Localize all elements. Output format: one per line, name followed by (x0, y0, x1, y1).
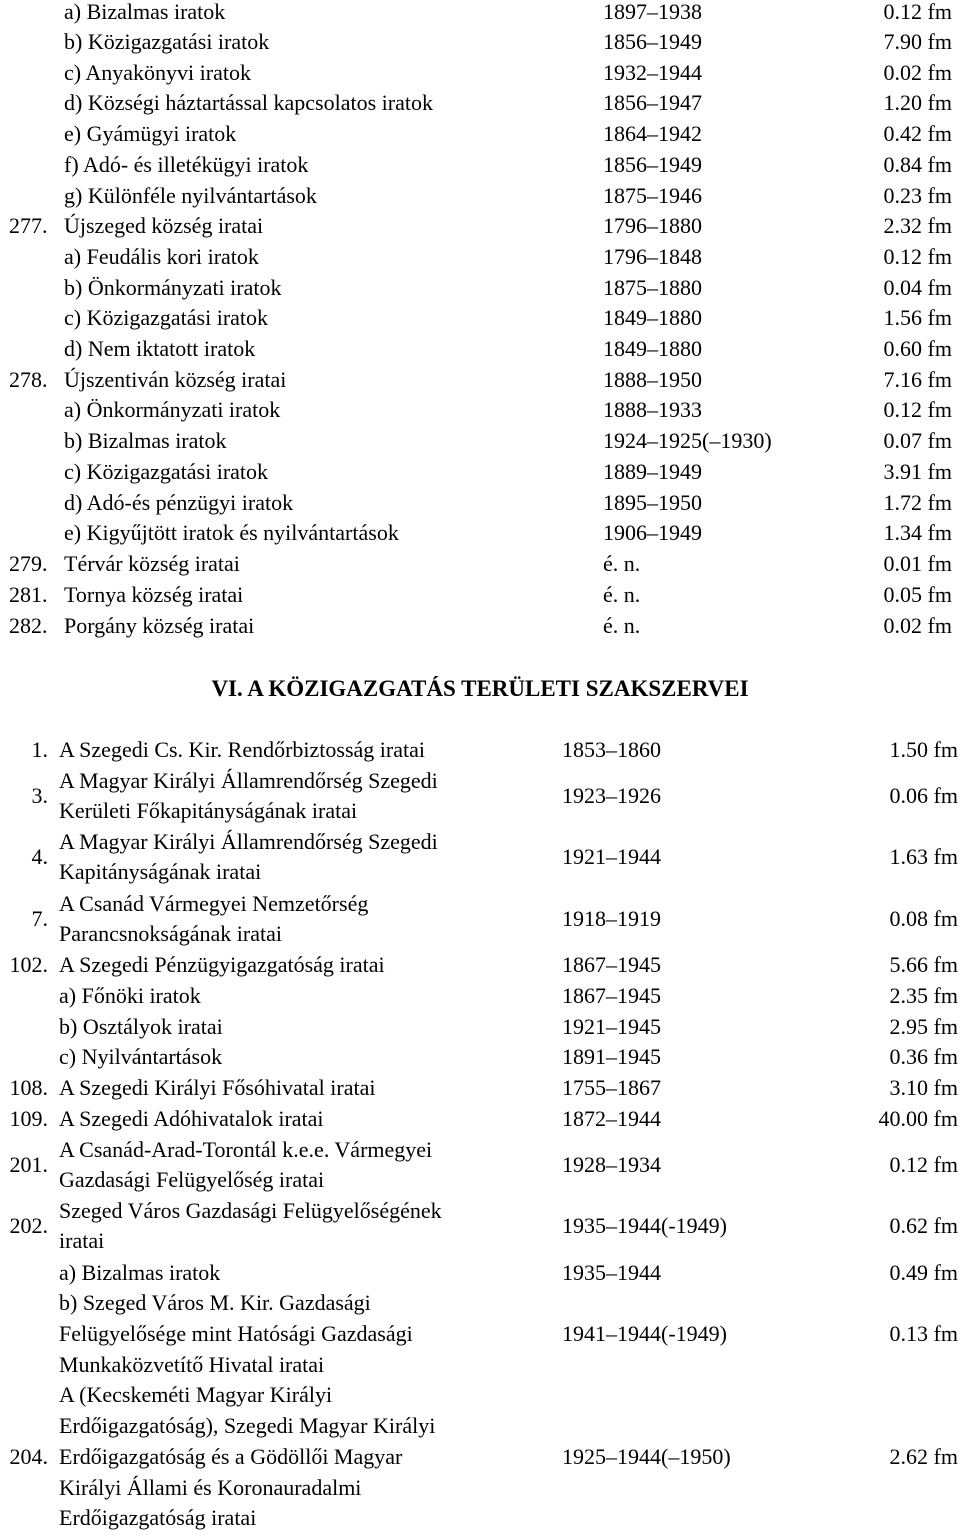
entry-extent: 0.07 fm (883, 428, 952, 453)
entry-extent: 0.04 fm (883, 275, 952, 300)
entry-title-line: Kapitányságának iratai (59, 859, 262, 884)
entry-extent: 1.20 fm (883, 90, 952, 115)
entry-title-line: A Csanád Vármegyei Nemzetőrség (59, 891, 369, 916)
entry-extent: 0.05 fm (883, 582, 952, 607)
entry-dates: 1796–1848 (603, 244, 702, 269)
entry-extent: 0.23 fm (883, 183, 952, 208)
entry-dates: 1888–1933 (603, 397, 702, 422)
entry-dates: 1867–1945 (562, 983, 661, 1008)
entry-title-line: A Magyar Királyi Államrendőrség Szegedi (59, 768, 438, 793)
entry-title-line: Munkaközvetítő Hivatal iratai (59, 1352, 325, 1377)
entry-number: 102. (9, 952, 48, 977)
entry-extent: 0.12 fm (889, 1152, 958, 1177)
entry-dates: 1906–1949 (603, 520, 702, 545)
entry-extent: 7.90 fm (883, 29, 952, 54)
entry-number: 109. (9, 1106, 48, 1131)
entry-dates: 1856–1949 (603, 29, 702, 54)
entry-extent: 2.62 fm (889, 1444, 958, 1469)
entry-dates: 1849–1880 (603, 305, 702, 330)
entry-extent: 2.35 fm (889, 983, 958, 1008)
entry-dates: é. n. (603, 613, 641, 638)
entry-title: a) Bizalmas iratok (64, 0, 226, 24)
entry-title-line: A Magyar Királyi Államrendőrség Szegedi (59, 829, 438, 854)
entry-extent: 0.06 fm (889, 783, 958, 808)
entry-extent: 1.72 fm (883, 490, 952, 515)
entry-dates: 1872–1944 (562, 1106, 661, 1131)
entry-extent: 3.10 fm (889, 1075, 958, 1100)
entry-extent: 0.12 fm (883, 0, 952, 24)
entry-dates: 1923–1926 (562, 783, 661, 808)
entry-dates: é. n. (603, 551, 641, 576)
entry-dates: 1928–1934 (562, 1152, 661, 1177)
entry-title-line: b) Szeged Város M. Kir. Gazdasági (59, 1290, 371, 1315)
entry-extent: 7.16 fm (883, 367, 952, 392)
entry-extent: 0.08 fm (889, 906, 958, 931)
entry-extent: 1.63 fm (889, 844, 958, 869)
entry-title-line: Erdőigazgatóság és a Gödöllői Magyar (59, 1444, 403, 1469)
entry-extent: 0.02 fm (883, 60, 952, 85)
entry-extent: 0.49 fm (889, 1260, 958, 1285)
entry-dates: 1935–1944 (562, 1260, 661, 1285)
entry-extent: 0.60 fm (883, 336, 952, 361)
entry-dates: 1932–1944 (603, 60, 702, 85)
entry-title: Újszeged község iratai (64, 213, 264, 238)
entry-number: 202. (9, 1213, 48, 1238)
entry-title-line: A Csanád-Arad-Torontál k.e.e. Vármegyei (59, 1137, 433, 1162)
entry-extent: 0.12 fm (883, 244, 952, 269)
entry-title-line: A Szegedi Királyi Fősóhivatal iratai (59, 1075, 376, 1100)
entry-dates: 1755–1867 (562, 1075, 661, 1100)
entry-extent: 0.01 fm (883, 551, 952, 576)
entry-title-line: Parancsnokságának iratai (59, 921, 282, 946)
entry-title: f) Adó- és illetékügyi iratok (64, 152, 309, 177)
entry-number: 108. (9, 1075, 48, 1100)
entry-title-line: c) Nyilvántartások (59, 1044, 223, 1069)
entry-number: 281. (9, 582, 48, 607)
entry-number: 201. (9, 1152, 48, 1177)
entry-dates: 1924–1925(–1930) (603, 428, 772, 453)
entry-dates: 1941–1944(-1949) (562, 1321, 727, 1346)
entry-title: d) Nem iktatott iratok (64, 336, 256, 361)
entry-title-line: A (Kecskeméti Magyar Királyi (59, 1382, 333, 1407)
entry-extent: 1.34 fm (883, 520, 952, 545)
entry-dates: é. n. (603, 582, 641, 607)
entry-extent: 0.36 fm (889, 1044, 958, 1069)
entry-number: 3. (31, 783, 48, 808)
entry-title: b) Közigazgatási iratok (64, 29, 270, 54)
entry-title-line: Szeged Város Gazdasági Felügyelőségének (59, 1198, 442, 1223)
entry-extent: 1.50 fm (889, 737, 958, 762)
entry-number: 277. (9, 213, 48, 238)
entry-title-line: Erdőigazgatóság iratai (59, 1505, 257, 1530)
entry-number: 278. (9, 367, 48, 392)
entry-dates: 1875–1946 (603, 183, 702, 208)
entry-title: Porgány község iratai (64, 613, 255, 638)
section-heading: VI. A KÖZIGAZGATÁS TERÜLETI SZAKSZERVEI (211, 676, 749, 701)
entry-title-line: Kerületi Főkapitányságának iratai (59, 798, 358, 823)
entry-dates: 1856–1949 (603, 152, 702, 177)
entry-dates: 1888–1950 (603, 367, 702, 392)
entry-dates: 1856–1947 (603, 90, 702, 115)
entry-title: b) Bizalmas iratok (64, 428, 227, 453)
entry-dates: 1875–1880 (603, 275, 702, 300)
entry-extent: 0.12 fm (883, 397, 952, 422)
entry-dates: 1849–1880 (603, 336, 702, 361)
entry-title-line: Gazdasági Felügyelőség iratai (59, 1167, 325, 1192)
entry-dates: 1864–1942 (603, 121, 702, 146)
entry-extent: 0.62 fm (889, 1213, 958, 1238)
entry-dates: 1921–1945 (562, 1014, 661, 1039)
entry-number: 282. (9, 613, 48, 638)
entry-title: a) Feudális kori iratok (64, 244, 259, 269)
entry-dates: 1853–1860 (562, 737, 661, 762)
entry-title-line: A Szegedi Cs. Kir. Rendőrbiztosság iratai (59, 737, 425, 762)
entry-title: c) Közigazgatási iratok (64, 305, 269, 330)
entry-title: Térvár község iratai (64, 551, 240, 576)
entry-dates: 1918–1919 (562, 906, 661, 931)
entry-title-line: Erdőigazgatóság), Szegedi Magyar Királyi (59, 1413, 436, 1438)
entry-extent: 0.13 fm (889, 1321, 958, 1346)
entry-dates: 1921–1944 (562, 844, 661, 869)
entry-extent: 1.56 fm (883, 305, 952, 330)
entry-extent: 0.84 fm (883, 152, 952, 177)
entry-title-line: a) Bizalmas iratok (59, 1260, 221, 1285)
entry-dates: 1889–1949 (603, 459, 702, 484)
entry-title: e) Kigyűjtött iratok és nyilvántartások (64, 520, 399, 545)
entry-extent: 2.95 fm (889, 1014, 958, 1039)
entry-title: b) Önkormányzati iratok (64, 275, 282, 300)
entry-title: d) Adó-és pénzügyi iratok (64, 490, 294, 515)
entry-title: Tornya község iratai (64, 582, 244, 607)
entry-title: c) Közigazgatási iratok (64, 459, 269, 484)
entry-dates: 1891–1945 (562, 1044, 661, 1069)
entry-extent: 0.42 fm (883, 121, 952, 146)
entry-title: g) Különféle nyilvántartások (64, 183, 317, 208)
entry-title-line: iratai (59, 1228, 105, 1253)
entry-dates: 1895–1950 (603, 490, 702, 515)
entry-title: Újszentiván község iratai (64, 367, 287, 392)
entry-title-line: A Szegedi Adóhivatalok iratai (59, 1106, 324, 1131)
entry-title-line: b) Osztályok iratai (59, 1014, 223, 1039)
entry-title: c) Anyakönyvi iratok (64, 60, 251, 85)
entry-number: 7. (31, 906, 48, 931)
entry-extent: 40.00 fm (878, 1106, 958, 1131)
entry-dates: 1935–1944(-1949) (562, 1213, 727, 1238)
entry-title: d) Községi háztartással kapcsolatos iratok (64, 90, 433, 115)
entry-extent: 2.32 fm (883, 213, 952, 238)
entry-extent: 5.66 fm (889, 952, 958, 977)
entry-title-line: Felügyelősége mint Hatósági Gazdasági (59, 1321, 413, 1346)
entry-number: 4. (31, 844, 48, 869)
entry-title: a) Önkormányzati iratok (64, 397, 281, 422)
entry-title-line: Királyi Állami és Koronauradalmi (59, 1475, 362, 1500)
entry-title-line: A Szegedi Pénzügyigazgatóság iratai (59, 952, 385, 977)
entry-number: 204. (9, 1444, 48, 1469)
entry-number: 1. (31, 737, 48, 762)
entry-number: 279. (9, 551, 48, 576)
entry-dates: 1796–1880 (603, 213, 702, 238)
entry-title-line: a) Főnöki iratok (59, 983, 201, 1008)
entry-extent: 3.91 fm (883, 459, 952, 484)
entry-title: e) Gyámügyi iratok (64, 121, 237, 146)
entry-dates: 1897–1938 (603, 0, 702, 24)
entry-dates: 1867–1945 (562, 952, 661, 977)
entry-dates: 1925–1944(–1950) (562, 1444, 731, 1469)
entry-extent: 0.02 fm (883, 613, 952, 638)
